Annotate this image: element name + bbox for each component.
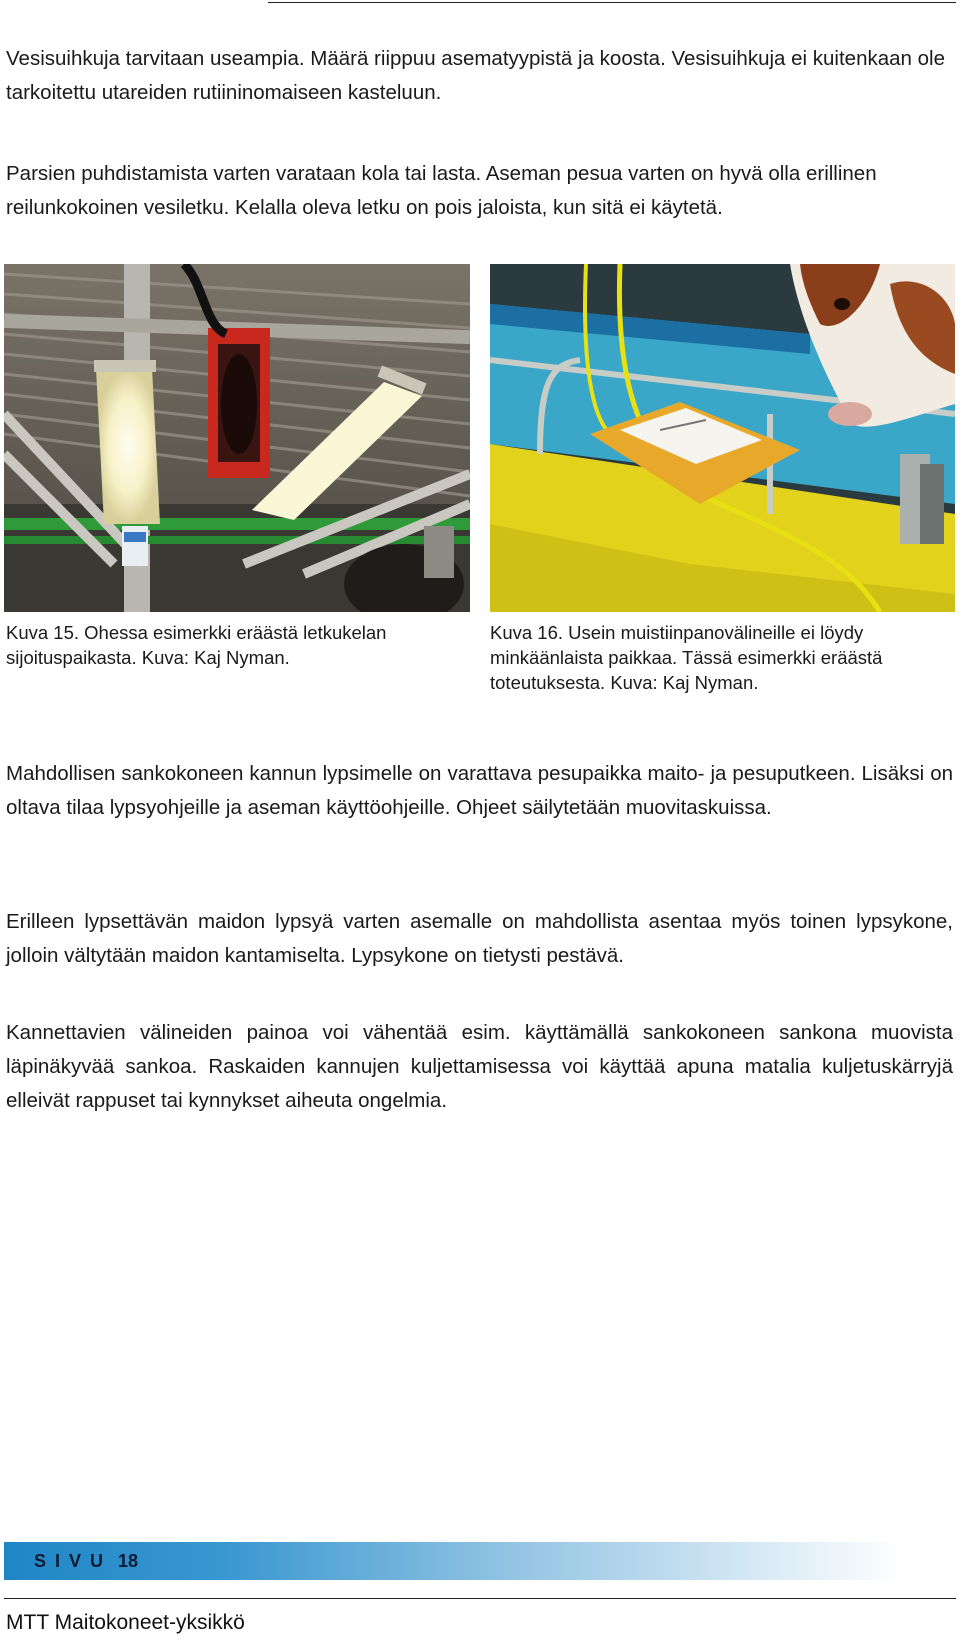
- page-label-letter: U: [90, 1551, 104, 1571]
- footer-rule: [4, 1598, 956, 1599]
- paragraph-portable-equipment: Kannettavien välineiden painoa voi vähentää esim. käyttämällä sankokoneen sankona muovista läpinäkyvää sankoa. Raskaiden kannujen kuljettamisessa voi käyttää apuna matalia kuljetuskärryjä elleivät rappuset tai kynnykset aiheuta ongelmia.: [6, 1021, 953, 1112]
- paragraph-stall-cleaning: Parsien puhdistamista varten varataan kola tai lasta. Aseman pesua varten on hyvä olla erillinen reilunkokoinen vesiletku. Kelalla oleva letku on pois jaloista, kun sitä ei käytetä.: [6, 162, 877, 219]
- footer-organization: MTT Maitokoneet-yksikkö: [6, 1611, 245, 1634]
- caption-figure-16: Kuva 16. Usein muistiinpanovälineille ei löydy minkäänlaista paikkaa. Tässä esimerkki eräästä toteutuksesta. Kuva: Kaj Nyman.: [490, 622, 883, 693]
- page-label-letter: S: [34, 1551, 47, 1571]
- top-rule: [268, 2, 956, 3]
- photo-hose-reel: [4, 264, 470, 612]
- caption-figure-15: Kuva 15. Ohessa esimerkki eräästä letkukelan sijoituspaikasta. Kuva: Kaj Nyman.: [6, 622, 387, 668]
- photo-clipboard-cow: [490, 264, 955, 612]
- paragraph-second-milking-machine: Erilleen lypsettävän maidon lypsyä varten asemalle on mahdollista asentaa myös toinen lypsykone, jolloin vältytään maidon kantamiselta. Lypsykone on tietysti pestävä.: [6, 910, 953, 967]
- page-label-letter: I: [55, 1551, 61, 1571]
- photo-clipboard-cow-illustration: [490, 264, 955, 612]
- paragraph-water-jets: Vesisuihkuja tarvitaan useampia. Määrä riippuu asematyypistä ja koosta. Vesisuihkuja ei kuitenkaan ole tarkoitettu utareiden rutiininomaiseen kasteluun.: [6, 47, 945, 104]
- photo-hose-reel-illustration: [4, 264, 470, 612]
- footer-page-bar: [4, 1542, 904, 1580]
- page-number-label: [34, 1551, 138, 1572]
- paragraph-washing-place: Mahdollisen sankokoneen kannun lypsimelle on varattava pesupaikka maito- ja pesuputkeen. Lisäksi on oltava tilaa lypsyohjeille ja aseman käyttöohjeille. Ohjeet säilytetään muovitaskuissa.: [6, 762, 953, 819]
- page-label-letter: V: [69, 1551, 82, 1571]
- page-number: 18: [118, 1551, 139, 1571]
